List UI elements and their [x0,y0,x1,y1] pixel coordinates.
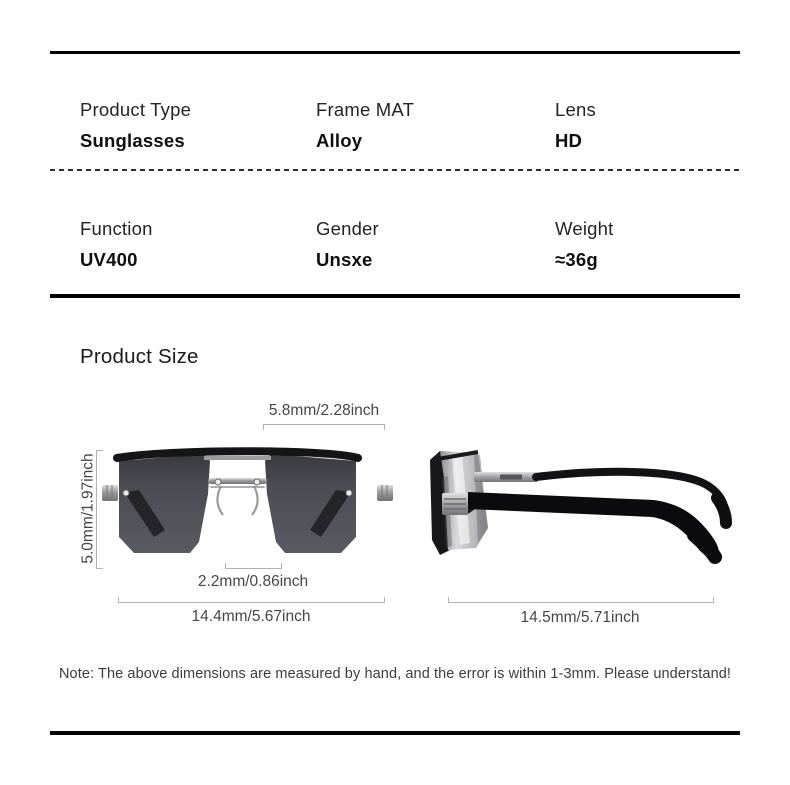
dashed-divider [50,169,740,171]
dimension-lens-top-width: 5.8mm/2.28inch [268,402,380,419]
spec-value: Alloy [316,130,363,151]
spec-function [80,218,153,271]
dimension-lens-height: 5.0mm/1.97inch [79,453,97,564]
spec-label: Product Type [80,99,192,120]
spec-value: Sunglasses [80,130,185,151]
dimension-bracket-temple-length [448,597,714,603]
dimension-bridge-width: 2.2mm/0.86inch [197,573,309,590]
dimension-bracket-frame-width [118,597,385,603]
spec-weight [555,218,613,271]
top-divider [50,51,740,54]
spec-value: ≈36g [555,249,598,270]
dimension-bracket-bridge [225,563,282,569]
sunglasses-side-image [422,438,762,568]
sunglasses-front-image [98,434,398,564]
dimension-bracket-lens-height [96,450,103,569]
product-size-title: Product Size [80,345,199,368]
spec-label: Frame MAT [316,99,415,120]
spec-label: Function [80,218,153,239]
middle-divider [50,294,740,298]
spec-product-type [80,99,191,152]
spec-value: HD [555,130,583,151]
spec-lens [555,99,596,152]
dimension-frame-width: 14.4mm/5.67inch [191,608,311,625]
bottom-divider [50,731,740,735]
spec-frame-mat [316,99,414,152]
spec-value: Unsxe [316,249,373,270]
measurement-note: Note: The above dimensions are measured by hand, and the error is within 1-3mm. Please understand! [58,666,732,682]
spec-label: Gender [316,218,379,239]
spec-label: Weight [555,218,614,239]
dimension-bracket-lens-top-width [263,424,385,430]
dimension-temple-length: 14.5mm/5.71inch [520,609,640,626]
spec-value: UV400 [80,249,138,270]
spec-gender [316,218,379,271]
spec-label: Lens [555,99,596,120]
